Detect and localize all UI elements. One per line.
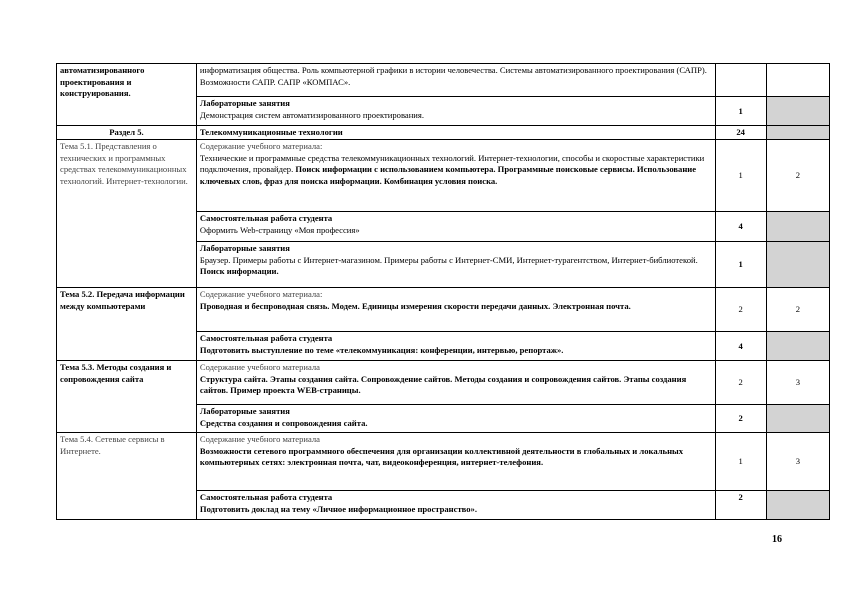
content-heading: Содержание учебного материала:: [199, 141, 323, 151]
content-cell: [196, 64, 715, 97]
topic-text: Тема 5.1. Представления о технических и программных средствах телекоммуникационных технологий. Интернет-технологии.: [60, 141, 188, 186]
hours-cell: 2: [715, 361, 766, 405]
content-text: Подготовить выступление по теме «телекоммуникация: конференции, интервью, репортаж».: [199, 344, 564, 355]
content-heading: Содержание учебного материала: [199, 434, 320, 444]
hours-cell: [715, 64, 766, 97]
content-cell: [196, 140, 715, 212]
curriculum-table: [56, 63, 830, 520]
level-cell: 3: [766, 361, 829, 405]
content-text: Структура сайта. Этапы создания сайта. Сопровождение сайтов. Методы создания и сопровождения сайтов. Этапы создания сайтов. Пример проекта WEB-страницы.: [199, 373, 687, 395]
hours-cell: 4: [715, 332, 766, 361]
topic-cell: [57, 140, 197, 288]
hours-cell: 1: [715, 97, 766, 126]
content-text: Демонстрация систем автоматизированного проектирования.: [199, 109, 425, 120]
content-text: Оформить Web-страницу «Моя профессия»: [199, 224, 360, 235]
level-cell: 2: [766, 140, 829, 212]
hours-cell: 4: [715, 212, 766, 242]
hours-cell: 2: [715, 405, 766, 433]
section-label: Раздел 5.: [57, 126, 197, 140]
table-row: [57, 64, 830, 97]
content-cell: [196, 405, 715, 433]
hours-cell: 1: [715, 140, 766, 212]
table-row: [57, 140, 830, 212]
topic-cell: [57, 433, 197, 520]
content-text: Технические и программные средства телекоммуникационных технологий. Интернет-технологии, способы и скоростные характеристики подключения, провайдер.: [199, 152, 705, 174]
content-cell: [196, 332, 715, 361]
hours-cell: 24: [715, 126, 766, 140]
level-cell: [766, 64, 829, 97]
table-row: [57, 433, 830, 491]
content-text-bold: Поиск информации с использованием компьютера. Программные поисковые сервисы. Использование ключевых слов, фраз для поиска информации. Комбинация условия поиска.: [199, 164, 697, 186]
level-cell-shaded: [766, 97, 829, 126]
level-cell-shaded: [766, 126, 829, 140]
topic-cell: [57, 361, 197, 433]
topic-text: Тема 5.4. Сетевые сервисы в Интернете.: [60, 434, 165, 456]
topic-cell: [57, 288, 197, 361]
content-cell: [196, 288, 715, 332]
hours-cell: 2: [715, 288, 766, 332]
content-text: информатизация общества. Роль компьютерной графики в истории человечества. Системы автоматизированного проектирования (САПР). Возможности САПР. САПР «КОМПАС».: [199, 65, 707, 87]
level-cell-shaded: [766, 491, 829, 520]
topic-text: Тема 5.3. Методы создания и сопровождения сайта: [60, 362, 172, 384]
level-cell-shaded: [766, 242, 829, 288]
content-text: Браузер. Примеры работы с Интернет-магазином. Примеры работы с Интернет-СМИ, Интернет-турагентством, Интернет-библиотекой.: [199, 254, 698, 265]
content-cell: [196, 361, 715, 405]
content-text: Подготовить доклад на тему «Личное информационное пространство».: [199, 503, 477, 514]
content-cell: [196, 491, 715, 520]
level-cell-shaded: [766, 212, 829, 242]
hours-cell: 1: [715, 242, 766, 288]
content-cell: [196, 242, 715, 288]
content-cell: [196, 433, 715, 491]
content-text: Средства создания и сопровождения сайта.: [199, 417, 368, 428]
table-row: [57, 288, 830, 332]
lab-heading: Лабораторные занятия: [199, 243, 290, 253]
self-work-heading: Самостоятельная работа студента: [199, 333, 333, 343]
content-heading: Содержание учебного материала: [199, 362, 320, 372]
level-cell: 2: [766, 288, 829, 332]
level-cell-shaded: [766, 405, 829, 433]
content-text-bold: Поиск информации.: [199, 266, 279, 276]
level-cell-shaded: [766, 332, 829, 361]
page-number: 16: [772, 534, 782, 545]
lab-heading: Лабораторные занятия: [199, 98, 290, 108]
section-row: [57, 126, 830, 140]
section-title: Телекоммуникационные технологии: [196, 126, 715, 140]
lab-heading: Лабораторные занятия: [199, 406, 290, 416]
hours-cell: 1: [715, 433, 766, 491]
topic-text: Тема 5.2. Передача информации между компьютерами: [60, 289, 185, 311]
content-text: Возможности сетевого программного обеспечения для организации коллективной деятельности в глобальных и локальных компьютерных сетях: электронная почта, чат, видеоконференция, интернет-телефония.: [199, 445, 684, 467]
content-heading: Содержание учебного материала:: [199, 289, 323, 299]
topic-cell: [57, 64, 197, 126]
level-cell: 3: [766, 433, 829, 491]
content-cell: [196, 97, 715, 126]
hours-cell: 2: [715, 491, 766, 520]
self-work-heading: Самостоятельная работа студента: [199, 213, 333, 223]
content-cell: [196, 212, 715, 242]
topic-text: автоматизированного проектирования и конструирования.: [60, 65, 145, 98]
table-row: [57, 361, 830, 405]
content-text: Проводная и беспроводная связь. Модем. Единицы измерения скорости передачи данных. Электронная почта.: [199, 300, 631, 311]
self-work-heading: Самостоятельная работа студента: [199, 492, 333, 502]
